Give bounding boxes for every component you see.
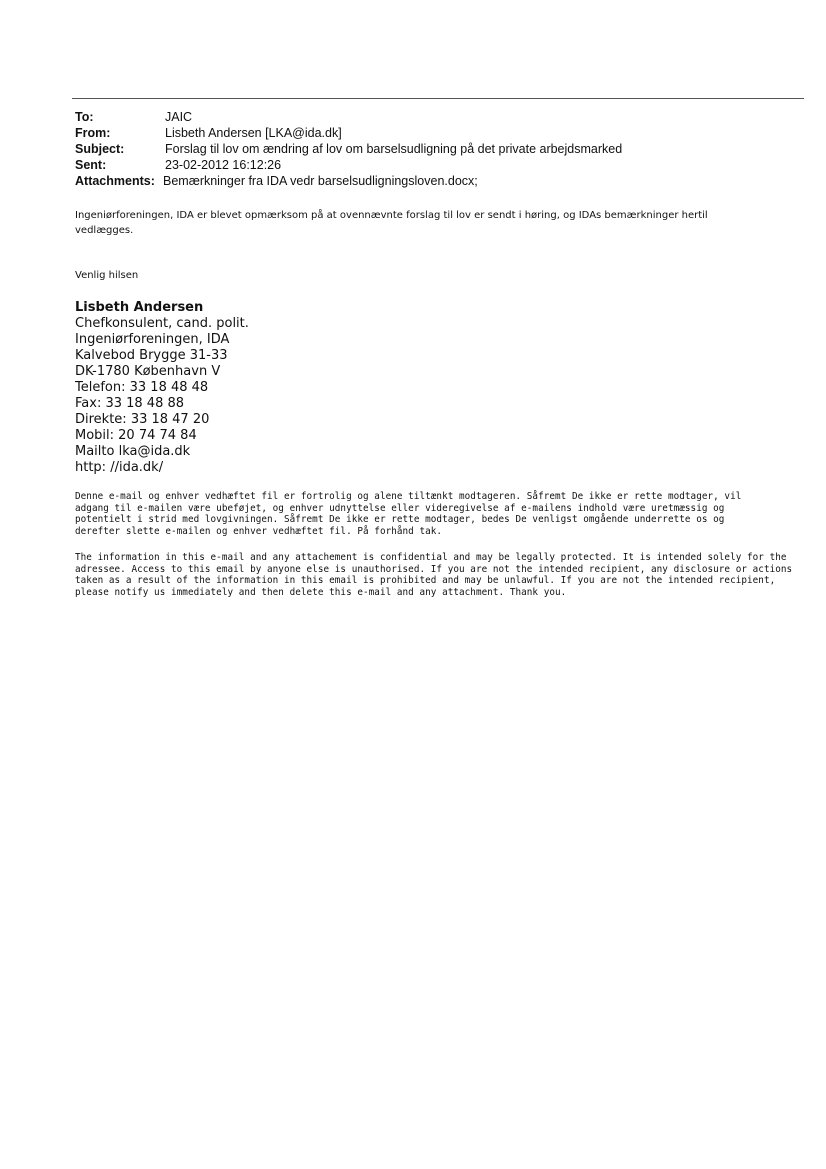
attachments-row	[75, 173, 622, 189]
to-label: To:	[75, 110, 94, 124]
disclaimer-line: derefter slette e-mailen og enhver vedhæftet fil. På forhånd tak.	[75, 525, 443, 537]
signature-block	[75, 300, 249, 476]
signature-line: Fax: 33 18 48 88	[75, 396, 185, 411]
disclaimer-line: potentielt i strid med lovgivningen. Såfremt De ikke er rette modtager, bedes De venligst omgående underrette os og	[75, 514, 725, 525]
disclaimer-line: adgang til e-mailen være ubeføjet, og enhver udnyttelse eller videregivelse af e-mailens indhold være uretmæssig og	[75, 502, 725, 514]
intro-line: Ingeniørforeningen, IDA er blevet opmærksom på at ovennævnte forslag til lov er sendt i høring, og IDAs bemærkninger hertil	[75, 210, 708, 221]
disclaimer-line: please notify us immediately and then delete this e-mail and any attachment. Thank you.	[75, 586, 567, 598]
from-label: From:	[75, 126, 111, 140]
disclaimer-line: Denne e-mail og enhver vedhæftet fil er fortrolig og alene tiltænkt modtageren. Såfremt De ikke er rette modtager, vil	[75, 491, 742, 502]
greeting: Venlig hilsen	[75, 270, 139, 281]
signature-line: Chefkonsulent, cand. polit.	[75, 316, 249, 331]
intro-line: vedlægges.	[75, 225, 134, 236]
sent-value: 23-02-2012 16:12:26	[165, 158, 282, 172]
signature-line: Direkte: 33 18 47 20	[75, 412, 210, 427]
signature-line: Mailto lka@ida.dk	[75, 444, 191, 459]
email-header	[75, 109, 622, 189]
signature-line: Mobil: 20 74 74 84	[75, 428, 197, 443]
attachments-value: Bemærkninger fra IDA vedr barselsudligningsloven.docx;	[163, 174, 478, 188]
disclaimer-danish	[75, 491, 810, 537]
signature-line: Telefon: 33 18 48 48	[75, 380, 209, 395]
to-row	[75, 109, 622, 125]
signature-line: Kalvebod Brygge 31-33	[75, 348, 228, 363]
signature-line: Ingeniørforeningen, IDA	[75, 332, 230, 347]
signature-line: http: //ida.dk/	[75, 460, 164, 475]
from-row	[75, 125, 622, 141]
subject-row	[75, 141, 622, 157]
subject-value: Forslag til lov om ændring af lov om barselsudligning på det private arbejdsmarked	[165, 142, 623, 156]
subject-label: Subject:	[75, 142, 125, 156]
disclaimer-line: The information in this e-mail and any attachement is confidential and may be legally protected. It is intended solely for the	[75, 552, 787, 563]
from-value: Lisbeth Andersen [LKA@ida.dk]	[165, 126, 342, 140]
signature-name: Lisbeth Andersen	[75, 300, 204, 315]
attachments-label: Attachments:	[75, 174, 155, 188]
header-divider	[72, 98, 804, 99]
sent-label: Sent:	[75, 158, 107, 172]
sent-row	[75, 157, 622, 173]
disclaimer-line: adressee. Access to this email by anyone else is unauthorised. If you are not the intended recipient, any disclosure or actions	[75, 563, 793, 575]
email-intro	[75, 208, 815, 238]
signature-line: DK-1780 København V	[75, 364, 221, 379]
disclaimer-line: taken as a result of the information in this email is prohibited and may be unlawful. If you are not the intended recipient,	[75, 575, 776, 586]
disclaimer-english	[75, 552, 810, 598]
to-value: JAIC	[165, 110, 193, 124]
